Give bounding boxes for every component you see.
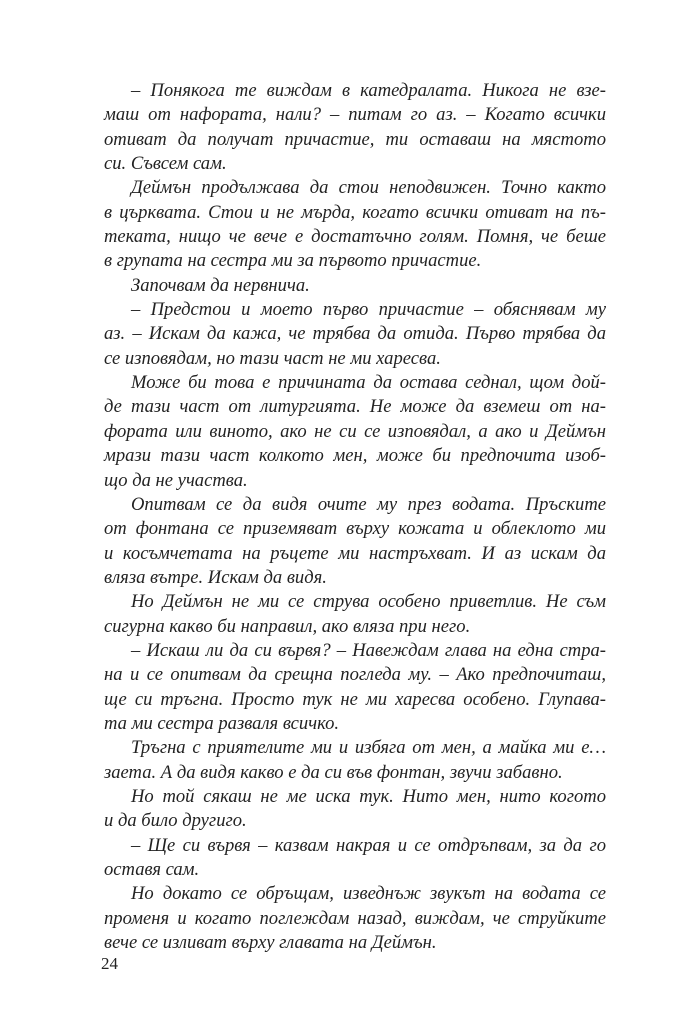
- text-line: – Искаш ли да си вървя? – Навеждам глава на една стра-: [131, 639, 606, 661]
- text-line: Деймън продължава да стои неподвижен. Точно както: [131, 177, 606, 199]
- text-line: вече се изливат върху главата на Деймън.: [104, 932, 437, 954]
- text-line: – Ще си вървя – казвам накрая и се отдръпвам, за да го: [131, 834, 606, 856]
- text-line: в църквата. Стои и не мърда, когато всички отиват на пъ-: [104, 201, 606, 223]
- text-line: де тази част от литургията. Не може да вземеш от на-: [104, 396, 606, 418]
- text-line: на и се опитвам да срещна погледа му. – Ако предпочиташ,: [104, 664, 606, 686]
- text-line: Може би това е причината да остава седнал, щом дой-: [131, 372, 606, 394]
- text-line: от фонтана се приземяват върху кожата и облеклото ми: [104, 518, 606, 540]
- text-line: в групата на сестра ми за първото причастие.: [104, 250, 482, 272]
- text-line: теката, нищо че вече е достатъчно голям. Помня, че беше: [104, 226, 606, 248]
- text-line: и да било другиго.: [104, 810, 247, 832]
- text-line: та ми сестра разваля всичко.: [104, 712, 340, 734]
- text-line: фората или виното, ако не си се изповядал, а ако и Деймън: [104, 420, 606, 442]
- text-line: Започвам да нервнича.: [131, 274, 310, 296]
- text-line: променя и когато поглеждам назад, виждам, че струйките: [104, 907, 606, 929]
- text-line: Но Деймън не ми се струва особено приветлив. Не съм: [131, 591, 606, 613]
- text-line: се изповядам, но тази част не ми харесва.: [104, 347, 441, 369]
- text-line: вляза вътре. Искам да видя.: [104, 566, 327, 588]
- text-line: и косъмчетата на ръцете ми настръхват. И аз искам да: [104, 542, 606, 564]
- text-line: Опитвам се да видя очите му през водата. Пръските: [131, 493, 606, 515]
- text-line: заета. А да видя какво е да си във фонтан, звучи забавно.: [104, 761, 563, 783]
- text-line: – Понякога те виждам в катедралата. Никога не взе-: [131, 80, 606, 101]
- text-line: що да не участва.: [104, 469, 248, 491]
- text-line: ще си тръгна. Просто тук не ми харесва особено. Глупава-: [104, 688, 606, 710]
- text-line: – Предстои и моето първо причастие – обяснявам му: [131, 299, 606, 321]
- text-line: Тръгна с приятелите ми и избяга от мен, а майка ми е…: [131, 737, 606, 759]
- text-line: мрази тази част колкото мен, може би предпочита изоб-: [104, 445, 606, 467]
- body-text: [104, 79, 606, 955]
- text-line: Но той сякаш не ме иска тук. Нито мен, нито когото: [131, 785, 606, 807]
- text-line: аз. – Искам да кажа, че трябва да отида. Първо трябва да: [104, 323, 606, 345]
- text-line: Но докато се обръщам, изведнъж звукът на водата се: [131, 883, 606, 905]
- text-line: маш от нафората, нали? – питам го аз. – Когато всички: [104, 104, 606, 126]
- text-line: си. Съвсем сам.: [104, 153, 227, 175]
- text-line: оставя сам.: [104, 859, 200, 880]
- text-line: сигурна какво би направил, ако вляза при него.: [104, 615, 471, 637]
- text-line: отиват да получат причастие, ти оставаш на мястото: [104, 128, 606, 150]
- page-number: 24: [101, 954, 118, 973]
